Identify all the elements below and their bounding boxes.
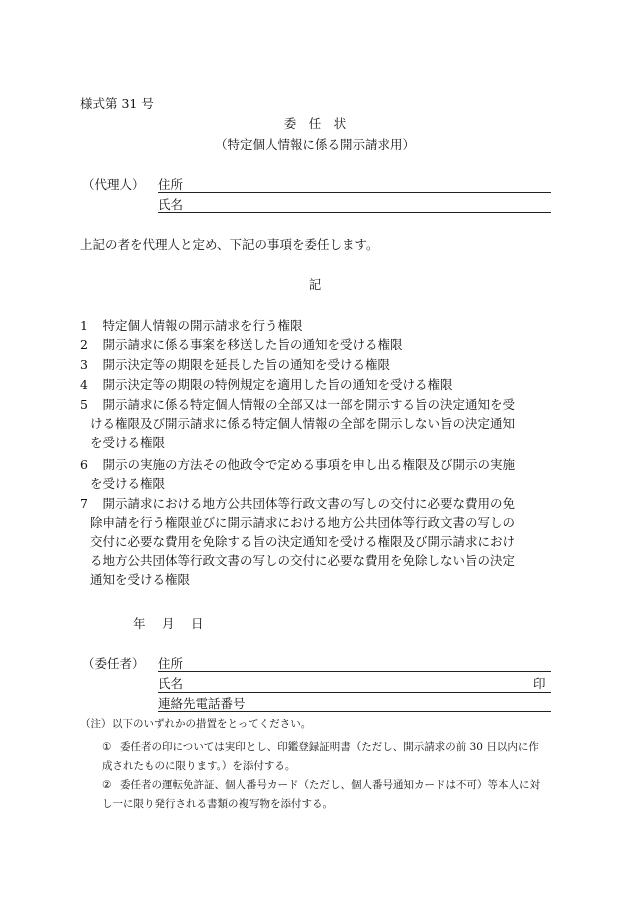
item-line: 開示請求に係る事案を移送した旨の通知を受ける権限 bbox=[90, 337, 403, 352]
agent-label: （代理人） bbox=[82, 177, 145, 192]
form-number: 様式第 31 号 bbox=[80, 96, 154, 111]
item-line: 開示請求における地方公共団体等行政文書の写しの交付に必要な費用の免 bbox=[90, 496, 516, 511]
item-line: 開示決定等の期限の特例規定を適用した旨の通知を受ける権限 bbox=[90, 377, 453, 392]
agent-name-field[interactable] bbox=[158, 212, 551, 213]
principal-name-field[interactable] bbox=[158, 692, 551, 693]
item-number: 2 bbox=[80, 337, 88, 352]
principal-name-label: 氏名 bbox=[158, 676, 184, 691]
item-number: 4 bbox=[80, 377, 88, 392]
principal-phone-label: 連絡先電話番号 bbox=[158, 696, 246, 711]
item-line: 交付に必要な費用を免除する旨の決定通知を受ける権限及び開示請求におけ bbox=[90, 534, 516, 549]
item-line: 特定個人情報の開示請求を行う権限 bbox=[90, 318, 303, 333]
agent-address-label: 住所 bbox=[158, 177, 184, 192]
item-line: 開示決定等の期限を延長した旨の通知を受ける権限 bbox=[90, 357, 391, 372]
item-number: 6 bbox=[80, 457, 88, 472]
item-line: 通知を受ける権限 bbox=[90, 572, 191, 587]
note-2-line-2: し一に限り発行される書類の複写物を添付する。 bbox=[102, 798, 333, 810]
item-line: を受ける権限 bbox=[90, 476, 166, 491]
item-number: 1 bbox=[80, 318, 88, 333]
date-line: 年 月 日 bbox=[133, 616, 204, 631]
document-title: 委 任 状 bbox=[283, 116, 347, 131]
item-line: 開示の実施の方法その他政令で定める事項を申し出る権限及び開示の実施 bbox=[90, 457, 516, 472]
principal-phone-field[interactable] bbox=[158, 711, 551, 712]
item-line: る地方公共団体等行政文書の写しの交付に必要な費用を免除しない旨の決定 bbox=[90, 553, 516, 568]
item-line: ける権限及び開示請求に係る特定個人情報の全部を開示しない旨の決定通知 bbox=[90, 416, 516, 431]
delegation-statement: 上記の者を代理人と定め、下記の事項を委任します。 bbox=[80, 237, 379, 252]
document-subtitle: （特定個人情報に係る開示請求用） bbox=[214, 137, 415, 152]
principal-label: （委任者） bbox=[82, 656, 145, 671]
agent-address-field[interactable] bbox=[158, 192, 551, 193]
note-1-line-2: 成されたものに限ります。）を添付する。 bbox=[102, 760, 296, 772]
notes-label: （注） bbox=[80, 718, 112, 730]
notes-intro: 以下のいずれかの措置をとってください。 bbox=[112, 718, 312, 730]
item-number: 5 bbox=[80, 397, 88, 412]
note-1-line-1: 委任者の印については実印とし、印鑑登録証明書（ただし、開示請求の前 30 日以内に作 bbox=[120, 741, 539, 753]
principal-address-field[interactable] bbox=[158, 671, 551, 672]
item-line: 除申請を行う権限並びに開示請求における地方公共団体等行政文書の写しの bbox=[90, 515, 516, 530]
item-number: 7 bbox=[80, 496, 88, 511]
ki-heading: 記 bbox=[308, 277, 322, 292]
note-2-line-1: 委任者の運転免許証、個人番号カード（ただし、個人番号通知カードは不可）等本人に対 bbox=[120, 779, 540, 791]
note-marker-1: ① bbox=[102, 741, 112, 753]
agent-name-label: 氏名 bbox=[158, 197, 184, 212]
seal-label: 印 bbox=[533, 676, 546, 691]
item-line: を受ける権限 bbox=[90, 435, 166, 450]
item-line: 開示請求に係る特定個人情報の全部又は一部を開示する旨の決定通知を受 bbox=[90, 397, 516, 412]
item-number: 3 bbox=[80, 357, 88, 372]
note-marker-2: ② bbox=[102, 779, 112, 791]
principal-address-label: 住所 bbox=[158, 656, 184, 671]
